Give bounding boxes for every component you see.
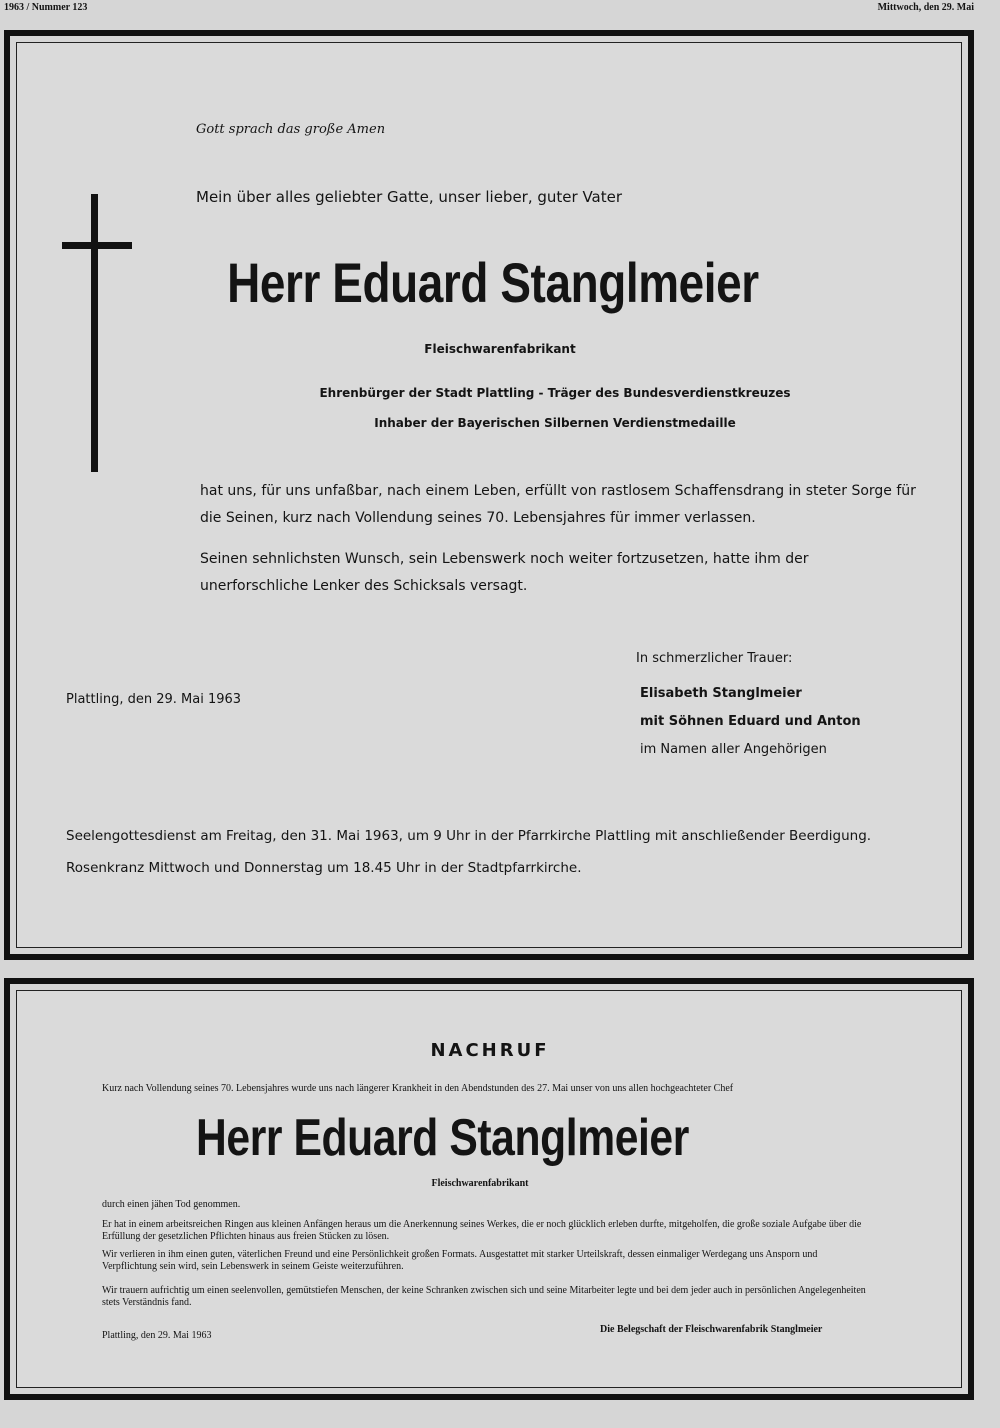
profession: Fleischwarenfabrikant xyxy=(424,342,576,356)
deceased-name: Herr Eduard Stanglmeier xyxy=(227,251,759,314)
obituary-place-date: Plattling, den 29. Mai 1963 xyxy=(102,1330,212,1341)
cross-icon-bar xyxy=(62,242,132,249)
obituary-death-line: durch einen jähen Tod genommen. xyxy=(102,1199,241,1210)
notice-paragraph-2: Seinen sehnlichsten Wunsch, sein Lebenswerk noch weiter fortzusetzen, hatte ihm der unerforschliche Lenker des Schicksals versagt. xyxy=(200,551,809,594)
obituary-heading: NACHRUF xyxy=(430,1040,550,1061)
honors-line-1: Ehrenbürger der Stadt Plattling - Träger des Bundesverdienstkreuzes xyxy=(319,386,791,400)
obituary-lead: Kurz nach Vollendung seines 70. Lebensjahres wurde uns nach längerer Krankheit in den Abendstunden des 27. Mai unser von uns allen hochgeachteter Chef xyxy=(102,1083,734,1094)
obituary-paragraph-1: Er hat in einem arbeitsreichen Ringen aus kleinen Anfängen heraus um die Anerkennung seines Werkes, die er noch glücklich erleben durfte, mitgeholfen, die große soziale Aufgabe über die Erfüllung der gesetzlichen Pflichten hinaus aus freien Stücken zu lösen. xyxy=(102,1219,862,1242)
signatory-widow: Elisabeth Stanglmeier xyxy=(640,686,802,701)
notice-paragraph-1: hat uns, für uns unfaßbar, nach einem Leben, erfüllt von rastlosem Schaffensdrang in steter Sorge für die Seinen, kurz nach Vollendung seines 70. Lebensjahres für immer verlassen. xyxy=(200,483,916,526)
honors-line-2: Inhaber der Bayerischen Silbernen Verdienstmedaille xyxy=(374,416,736,430)
page-header xyxy=(0,0,1000,16)
obituary-profession: Fleischwarenfabrikant xyxy=(431,1178,529,1189)
obituary-paragraph-3: Wir trauern aufrichtig um einen seelenvollen, gemütstiefen Menschen, der keine Schranken zwischen sich und seine Mitarbeiter legte und bei dem jeder auch in persönlichen Angelegenheiten stets Verständnis fand. xyxy=(102,1285,866,1308)
issue-number: 1963 / Nummer 123 xyxy=(4,2,88,13)
rosary-service: Rosenkranz Mittwoch und Donnerstag um 18.45 Uhr in der Stadtpfarrkirche. xyxy=(66,860,582,876)
signatory-relatives: im Namen aller Angehörigen xyxy=(640,742,827,757)
cross-icon xyxy=(91,194,98,472)
motto: Gott sprach das große Amen xyxy=(196,122,386,137)
notice-place-date: Plattling, den 29. Mai 1963 xyxy=(66,692,242,707)
funeral-service: Seelengottesdienst am Freitag, den 31. Mai 1963, um 9 Uhr in der Pfarrkirche Plattling mit anschließender Beerdigung. xyxy=(66,828,872,844)
obituary-name: Herr Eduard Stanglmeier xyxy=(196,1109,689,1167)
intro-line: Mein über alles geliebter Gatte, unser lieber, guter Vater xyxy=(196,188,623,206)
sorrow-line: In schmerzlicher Trauer: xyxy=(636,651,793,666)
signatory-sons: mit Söhnen Eduard und Anton xyxy=(640,714,861,729)
issue-date: Mittwoch, den 29. Mai xyxy=(877,2,974,13)
obituary-signatory: Die Belegschaft der Fleischwarenfabrik Stanglmeier xyxy=(600,1324,823,1335)
obituary-paragraph-2: Wir verlieren in ihm einen guten, väterlichen Freund und eine Persönlichkeit großen Formats. Ausgestattet mit starker Urteilskraft, dessen einmaliger Werdegang uns Ansporn und Verpflichtung sein wird, sein Lebenswerk in seinem Geiste weiterzuführen. xyxy=(102,1249,818,1272)
